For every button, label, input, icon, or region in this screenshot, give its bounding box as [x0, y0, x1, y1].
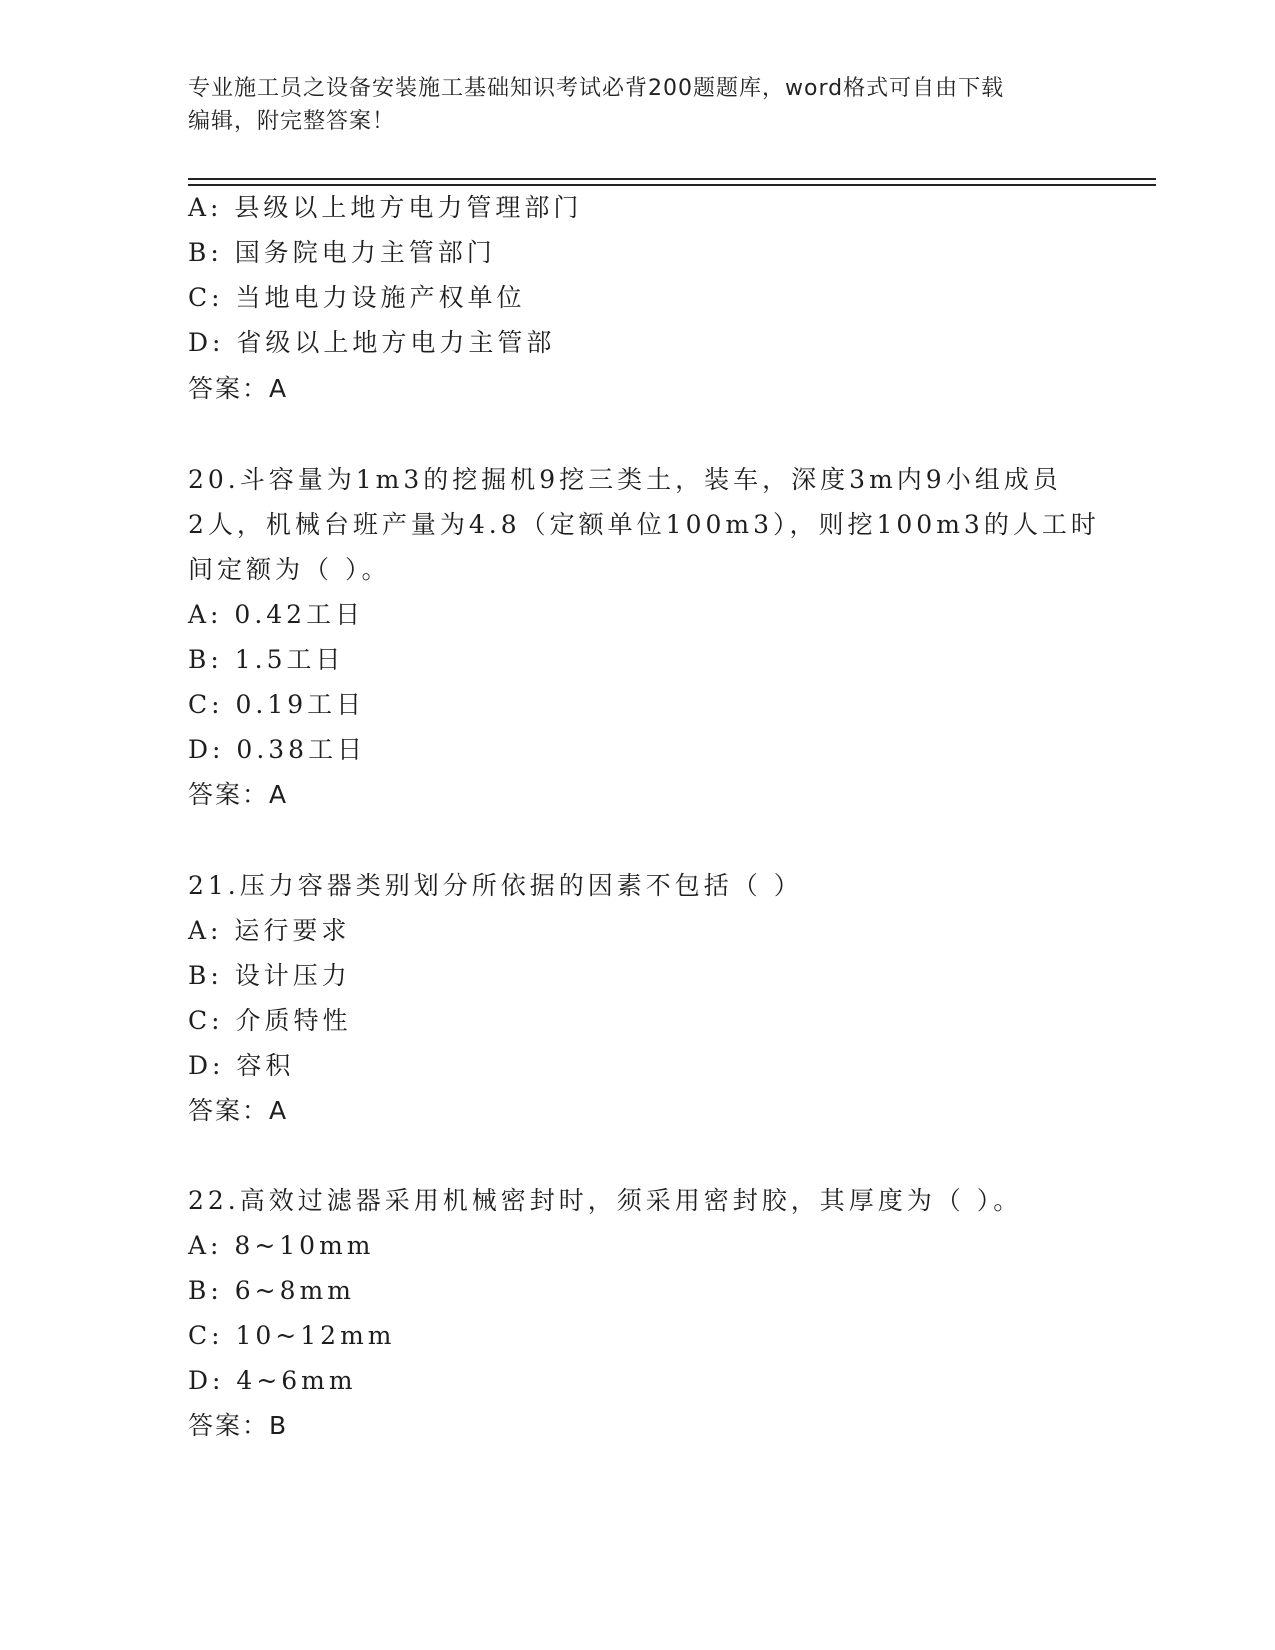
q22-option-a: A: 8~10mm	[188, 1231, 375, 1260]
q21-option-b: B: 设计压力	[188, 961, 351, 990]
document-header	[188, 72, 1068, 138]
q22-option-b: B: 6~8mm	[188, 1276, 355, 1305]
q22-option-c: C: 10~12mm	[188, 1321, 396, 1350]
q20-option-d: D: 0.38工日	[188, 735, 367, 764]
header-line-2: 编辑，附完整答案！	[188, 109, 396, 134]
q22-stem-line-1: 22.高效过滤器采用机械密封时，须采用密封胶，其厚度为（ ）。	[188, 1186, 1023, 1215]
q21-option-d: D: 容积	[188, 1051, 295, 1080]
q20-option-c: C: 0.19工日	[188, 690, 366, 719]
q21-answer: 答案：A	[188, 1096, 289, 1125]
q20-stem-line-3: 间定额为（ ）。	[188, 555, 391, 584]
q19-option-d: D: 省级以上地方电力主管部	[188, 328, 556, 357]
q19-option-b: B: 国务院电力主管部门	[188, 238, 496, 267]
q19-answer: 答案：A	[188, 374, 289, 403]
q22-option-d: D: 4~6mm	[188, 1366, 357, 1395]
header-line-1: 专业施工员之设备安装施工基础知识考试必背200题题库，word格式可自由下载	[188, 76, 1005, 101]
q20-stem-line-2: 2人，机械台班产量为4.8（定额单位100m3），则挖100m3的人工时	[188, 510, 1100, 539]
header-divider-top	[188, 178, 1156, 180]
q19-option-c: C: 当地电力设施产权单位	[188, 283, 526, 312]
q19-option-a: A: 县级以上地方电力管理部门	[188, 193, 583, 222]
header-divider-bottom	[188, 184, 1156, 186]
q20-option-a: A: 0.42工日	[188, 600, 365, 629]
q22-answer: 答案：B	[188, 1411, 289, 1440]
q20-stem-line-1: 20.斗容量为1m3的挖掘机9挖三类土，装车，深度3m内9小组成员	[188, 465, 1062, 494]
q20-answer: 答案：A	[188, 780, 289, 809]
q21-option-c: C: 介质特性	[188, 1006, 352, 1035]
q21-stem-line-1: 21.压力容器类别划分所依据的因素不包括（ ）	[188, 871, 803, 900]
q20-option-b: B: 1.5工日	[188, 645, 345, 674]
q21-option-a: A: 运行要求	[188, 916, 351, 945]
